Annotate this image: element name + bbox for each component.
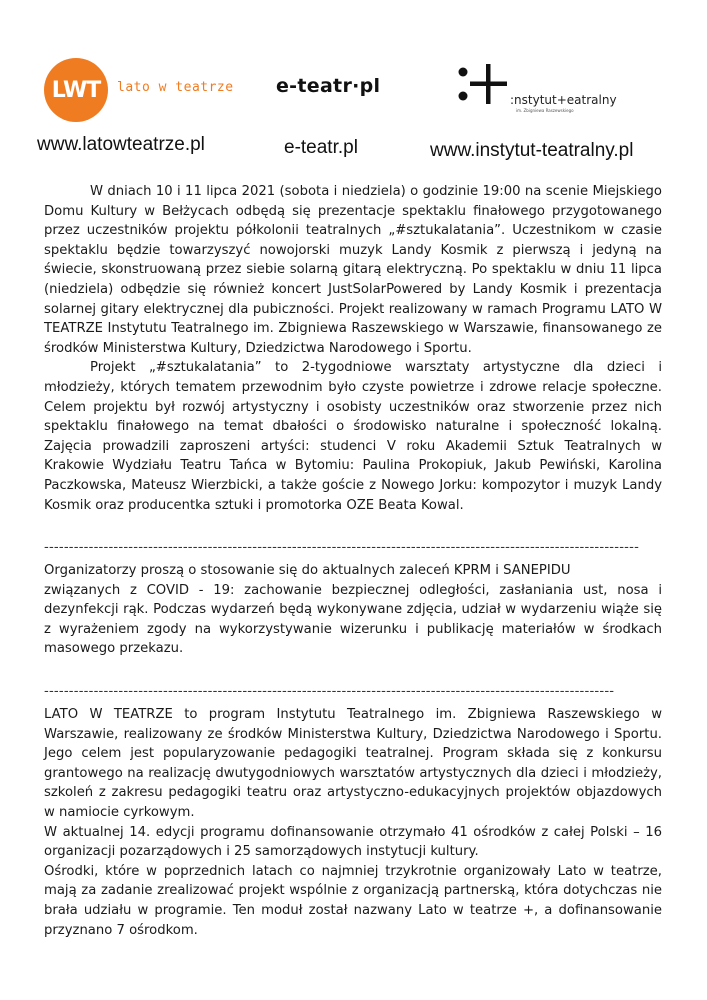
program-partnership-info: Ośrodki, które w poprzednich latach co najmniej trzykrotnie organizowały Lato w teatrze, mają za zadanie zrealizować projekt wspólnie z organizacją partnerską, która dotychczas nie brała udziału w programie. Ten moduł został nazwany Lato w teatrze +, a dofinansowanie przyznano 7 ośrodkom.	[44, 863, 662, 938]
lato-w-teatrze-logo-text: lato w teatrze	[117, 80, 234, 95]
instytut-teatralny-logo-subtext: im. Zbigniewa Raszewskiego	[516, 108, 574, 113]
url-e-teatr[interactable]: e-teatr.pl	[284, 137, 358, 158]
paragraph-event-announcement: W dniach 10 i 11 lipca 2021 (sobota i niedziela) o godzinie 19:00 na scenie Miejskiego Domu Kultury w Bełżycach odbędą się prezentacje spektaklu finałowego przygotowanego przez uczestników projektu półkolonii teatralnych „#sztukalatania”. Uczestnikom w czasie spektaklu będzie towarzyszyć nowojorski muzyk Landy Kosmik z pierwszą i jedyną na świecie, skonstruowaną przez siebie solarną gitarą elektryczną. Po spektaklu w dniu 11 lipca (niedziela) odbędzie się również koncert JustSolarPowered by Landy Kosmik i prezentacja solarnej gitary elektrycznej dla pubiczności. Projekt realizowany w ramach Programu LATO W TEATRZE Instytutu Teatralnego im. Zbigniewa Raszewskiego w Warszawie, finansowanego ze środków Ministerstwa Kultury, Dziedzictwa Narodowego i Sportu.	[44, 184, 662, 356]
covid-notice-body: związanych z COVID - 19: zachowanie bezpiecznej odległości, zasłaniania ust, nosa i dezynfekcji rąk. Podczas wydarzeń będą wykonywane zdjęcia, udział w wydarzeniu wiąże się z wyrażeniem zgody na wykorzystywanie wizerunku i publikację materiałów w środkach masowego przekazu.	[44, 582, 662, 657]
program-funding-info: W aktualnej 14. edycji programu dofinansowanie otrzymało 41 ośrodków z całej Polski – 16 organizacji pozarządowych i 25 samorządowych instytucji kultury.	[44, 824, 662, 860]
lwt-logo-mark: LWT	[51, 77, 101, 103]
covid-notice-heading: Organizatorzy proszą o stosowanie się do aktualnych zaleceń KPRM i SANEPIDU	[44, 563, 571, 579]
instytut-teatralny-logo-icon	[456, 62, 516, 108]
document-body	[44, 182, 662, 940]
program-description: LATO W TEATRZE to program Instytutu Teatralnego im. Zbigniewa Raszewskiego w Warszawie, realizowany ze środków Ministerstwa Kultury, Dziedzictwa Narodowego i Sportu. Jego celem jest popularyzowanie pedagogiki teatralnej. Program składa się z konkursu grantowego na realizację dwutygodniowych warsztatów artystycznych dla dzieci i młodzieży, szkoleń z zakresu pedagogiki teatru oraz artystyczno-edukacyjnych projektów objazdowych w namiocie cyrkowym.	[44, 707, 662, 821]
separator-line: -------------------------------------------------------------------------------------------------------------------	[44, 685, 615, 700]
url-latowteatrze[interactable]: www.latowteatrze.pl	[37, 134, 205, 155]
e-teatr-logo: e-teatr·pl	[276, 75, 381, 97]
separator-line: ------------------------------------------------------------------------------------------------------------------------	[44, 541, 640, 556]
lato-w-teatrze-logo	[44, 58, 108, 122]
instytut-teatralny-logo-text: :nstytut+eatralny	[510, 93, 617, 107]
url-instytut-teatralny[interactable]: www.instytut-teatralny.pl	[430, 140, 634, 161]
paragraph-project-description: Projekt „#sztukalatania” to 2-tygodniowe warsztaty artystyczne dla dzieci i młodzieży, których tematem przewodnim było czyste powietrze i zdrowe relacje społeczne. Celem projektu był rozwój artystyczny i osobisty uczestników oraz stworzenie przez nich spektaklu finałowego na temat dbałości o środowisko naturalne i społeczność lokalną. Zajęcia prowadzili zaproszeni artyści: studenci V roku Akademii Sztuk Teatralnych w Krakowie Wydziału Teatru Tańca w Bytomiu: Paulina Prokopiuk, Jakub Pewiński, Karolina Paczkowska, Mateusz Wierzbicki, a także goście z Nowego Jorku: kompozytor i muzyk Landy Kosmik oraz producentka sztuki i promotorka OZE Beata Kowal.	[44, 360, 662, 513]
